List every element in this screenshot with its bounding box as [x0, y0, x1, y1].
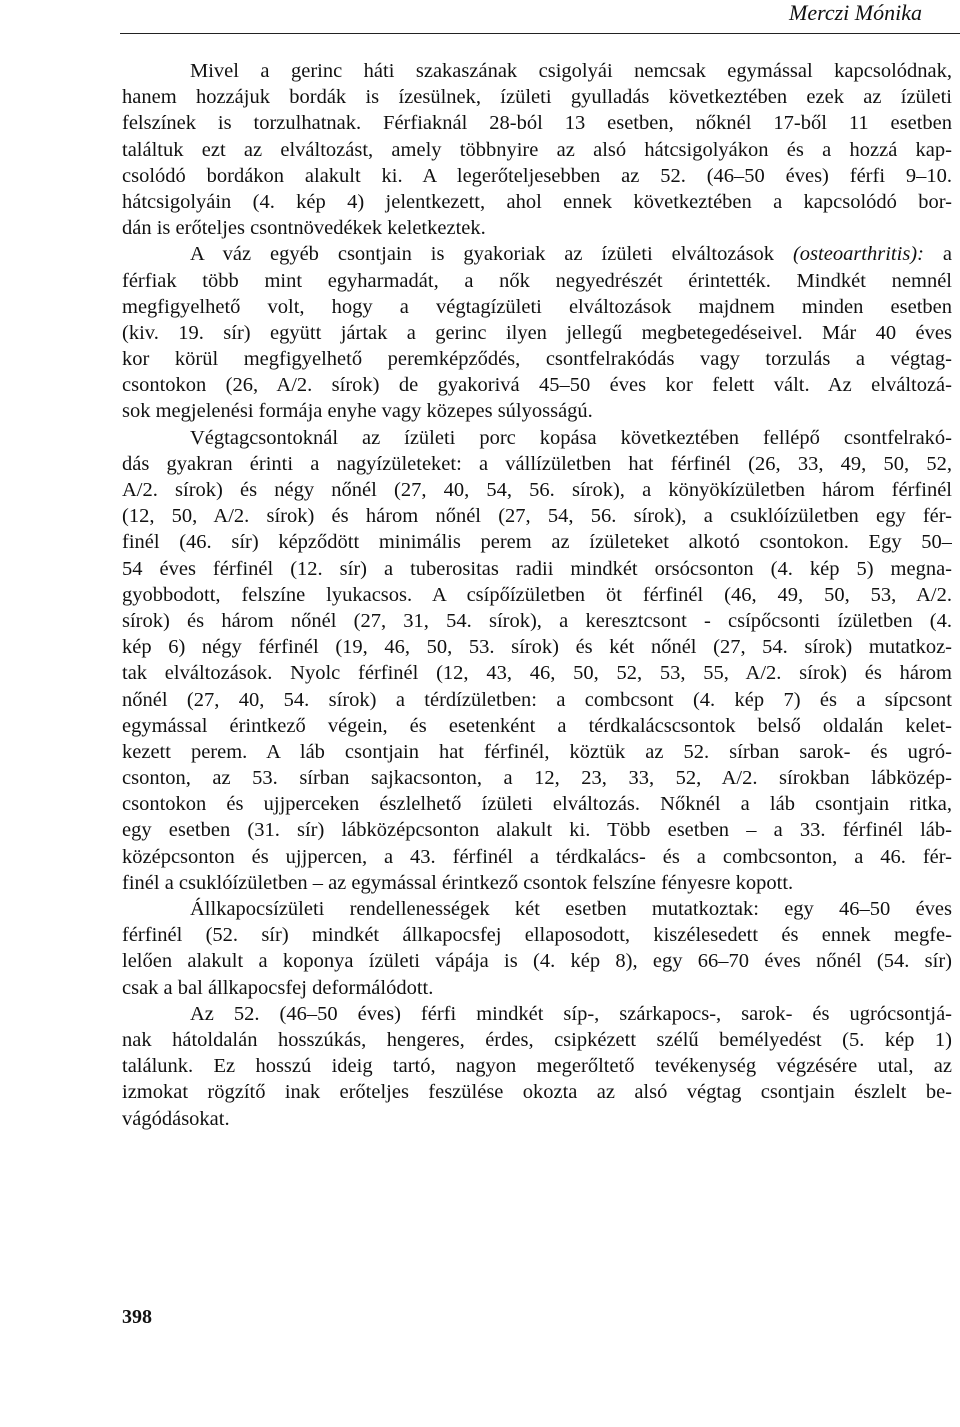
text-line [122, 372, 952, 398]
line-text: csolódó bordákon alakult ki. A legerőteljesebben az 52. (46–50 éves) férfi 9–10. [122, 164, 952, 187]
text-line [122, 477, 952, 503]
line-text: találunk. Ez hosszú ideig tartó, nagyon megerőltető tevékenység végzésére utal, az [122, 1055, 952, 1078]
text-line [122, 896, 952, 922]
text-line [122, 1079, 952, 1105]
text-line [122, 975, 952, 1001]
line-text: megfigyelhető volt, hogy a végtagízületi elváltozások majdnem minden esetben [122, 295, 952, 318]
text-line [122, 320, 952, 346]
line-text: vágódásokat. [122, 1107, 230, 1130]
line-text: férfinél (52. sír) mindkét állkapocsfej ellaposodott, kiszélesedett és ennek megfe- [122, 924, 952, 947]
text-line [122, 1106, 952, 1132]
text-line [122, 817, 952, 843]
line-text: sírok) és három nőnél (27, 31, 54. sírok), a keresztcsont - csípőcsonti ízületben (4. [122, 609, 952, 632]
line-text: (12, 50, A/2. sírok) és három nőnél (27, 54, 56. sírok), a csuklóízületben egy fér- [122, 505, 952, 528]
line-text: kép 6) négy férfinél (19, 46, 50, 53. sírok) és két nőnél (27, 54. sírok) mutatkoz- [122, 636, 952, 659]
line-text: hanem hozzájuk bordák is ízesülnek, ízületi gyulladás következtében ezek az ízületi [122, 86, 952, 109]
line-text: felszínek is torzulhatnak. Férfiaknál 28-ból 13 esetben, nőknél 17-ből 11 esetben [122, 112, 952, 135]
text-line [122, 948, 952, 974]
line-text: lelően alakult a koponya ízületi vápája is (4. kép 8), egy 66–70 éves nőnél (54. sír) [122, 950, 952, 973]
line-text: dás gyakran érinti a nagyízületeket: a vállízületben hat férfinél (26, 33, 49, 50, 52, [122, 452, 952, 475]
text-line [122, 294, 952, 320]
line-text: csak a bal állkapocsfej deformálódott. [122, 976, 434, 999]
text-line [122, 451, 952, 477]
line-text: izmokat rögzítő inak erőteljes feszülése okozta az alsó végtag csontjain észlelt be- [122, 1081, 952, 1104]
text-line [122, 765, 952, 791]
text-line [122, 268, 952, 294]
text-line [122, 844, 952, 870]
line-text: találtuk ezt az elváltozást, amely többnyire az alsó hátcsigolyákon és a hozzá kap- [122, 138, 952, 161]
text-line [122, 870, 952, 896]
text-line [122, 163, 952, 189]
body-text [122, 58, 952, 1132]
line-text: (kiv. 19. sír) együtt jártak a gerinc ilyen jellegű megbetegedéseivel. Már 40 éves [122, 321, 952, 344]
running-head-author: Merczi Mónika [789, 0, 922, 25]
text-line [122, 556, 952, 582]
text-line [122, 739, 952, 765]
line-text: Állkapocsízületi rendellenességek két esetben mutatkoztak: egy 46–50 éves [190, 898, 952, 920]
line-text: dán is erőteljes csontnövedékek keletkeztek. [122, 217, 486, 240]
line-text: csonton, az 53. sírban sajkacsonton, a 12, 23, 33, 52, A/2. sírokban lábközép- [122, 767, 952, 790]
line-text: finél a csuklóízületben – az egymással érintkező csontok felszíne fényesre kopott. [122, 871, 794, 894]
text-line [122, 529, 952, 555]
line-text: nőnél (27, 40, 54. sírok) a térdízületben: a combcsont (4. kép 7) és a sípcsont [122, 688, 952, 711]
line-text: sok megjelenési formája enyhe vagy közepes súlyosságú. [122, 400, 593, 423]
text-line [122, 608, 952, 634]
text-line [122, 503, 952, 529]
text-line [122, 922, 952, 948]
line-text: csontokon és ujjperceken észlelhető ízületi elváltozás. Nőknél a láb csontjain ritka, [122, 793, 952, 816]
line-text: férfiak több mint egyharmadát, a nők negyedrészét érintették. Mindkét nemnél [122, 269, 952, 292]
line-text: A/2. sírok) és négy nőnél (27, 40, 54, 56. sírok), a könyökízületben három férfinél [122, 479, 952, 501]
text-line [122, 110, 952, 136]
text-line [122, 687, 952, 713]
text-line [122, 634, 952, 660]
line-text: kor körül megfigyelhető peremképződés, csontfelrakódás vagy torzulás a végtag- [122, 348, 952, 371]
line-text: Mivel a gerinc háti szakaszának csigolyái nemcsak egymással kapcsolódnak, [190, 60, 952, 82]
text-line [122, 84, 952, 110]
text-line [122, 215, 952, 241]
text-line [122, 582, 952, 608]
line-text: középcsonton és ujjpercen, a 43. férfinél a térdkalács- és a combcsonton, a 46. fér- [122, 845, 952, 868]
line-text: gyobbodott, felszíne lyukacsos. A csípőízületben öt férfinél (46, 49, 50, 53, A/2. [122, 583, 952, 606]
line-text: nak hátoldalán hosszúkás, hengeres, érdes, csipkézett szélű bemélyedést (5. kép 1) [122, 1028, 952, 1051]
line-text: Végtagcsontoknál az ízületi porc kopása következtében fellépő csontfelrakó- [190, 426, 952, 449]
text-line [122, 1001, 952, 1027]
text-line [122, 791, 952, 817]
page-number: 398 [122, 1306, 152, 1328]
line-text: egy esetben (31. sír) lábközépcsonton alakult ki. Több esetben – a 33. férfinél láb- [122, 819, 952, 842]
header-rule [120, 33, 960, 34]
text-line [122, 58, 952, 84]
line-text: finél (46. sír) képződött minimális perem az ízületeket alkotó csontokon. Egy 50– [122, 531, 952, 554]
text-line [122, 241, 952, 267]
line-text: A váz egyéb csontjain is gyakoriak az ízületi elváltozások [190, 243, 793, 266]
line-text: Az 52. (46–50 éves) férfi mindkét síp-, szárkapocs-, sarok- és ugrócsontjá- [190, 1002, 952, 1025]
line-text: kezett perem. A láb csontjain hat férfinél, köztük az 52. sírban sarok- és ugró- [122, 740, 952, 763]
text-line [122, 1027, 952, 1053]
text-line [122, 660, 952, 686]
text-line [122, 137, 952, 163]
text-line [122, 346, 952, 372]
line-text: egymással érintkező végein, és esetenként a térdkalácscsontok belső oldalán kelet- [122, 714, 952, 737]
text-line [122, 1053, 952, 1079]
line-text: hátcsigolyáin (4. kép 4) jelentkezett, ahol ennek következtében a kapcsolódó bor- [122, 190, 952, 213]
line-text: tak elváltozások. Nyolc férfinél (12, 43, 46, 50, 52, 53, 55, A/2. sírok) és három [122, 662, 952, 685]
line-text-continued: a [923, 243, 952, 266]
line-text: csontokon (26, A/2. sírok) de gyakorivá 45–50 éves kor felett vált. Az elváltozá- [122, 374, 952, 397]
italic-term: (osteoarthritis): [792, 243, 924, 266]
text-line [122, 398, 952, 424]
text-line [122, 189, 952, 215]
line-text: 54 éves férfinél (12. sír) a tuberositas radii mindkét orsócsonton (4. kép 5) megna- [122, 557, 952, 580]
text-line [122, 713, 952, 739]
text-line [122, 425, 952, 451]
